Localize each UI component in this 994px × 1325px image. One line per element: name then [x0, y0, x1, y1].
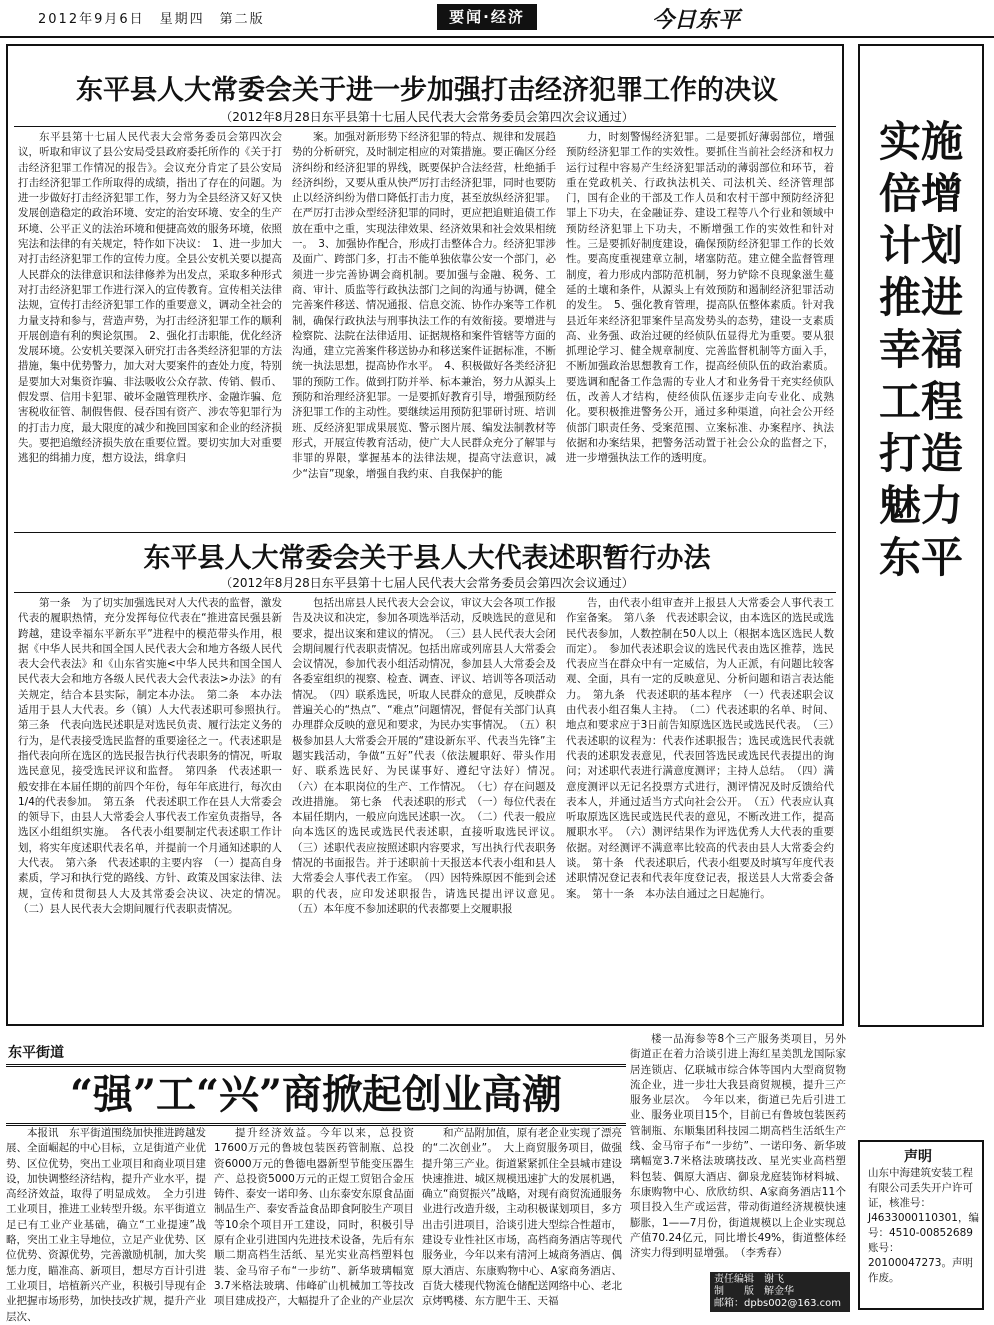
article2-text-3: 告，由代表小组审查并上报县人大常委会人事代表工作室备案。 第八条 代表述职会议，由本选区的选民或选民代表参加，人数控制在50人以上（根据本选区选民人数而定）。 参加代表述职会议的选民代表由选区推荐，选民代表应当在群众中有一定威信，为人正派，有问题比较客观、全面，具有一定的反映意见、分析问题和语言表达能力。 第九条 代表述职的基本程序 （一）代表述职会议由代表小组召集人主持。 （二）代表述职的名单、时间、地点和要求应于3日前告知原选区选民或选民代表。 （三）代表述职的议程为：代表作述职报告；选民或选民代表就代表的述职发表意见，代表回答选民或选民代表提出的询问；对述职代表进行满意度测评；主持人总结。 （四）满意度测评以无记名投票方式进行，测评情况及时反馈给代表本人，并通过适当方式向社会公开。 （五）代表应认真听取原选区选民或选民代表的意见，不断改进工作，提高履职水平。 （六）测评结果作为评选优秀人大代表的重要依据。对经测评不满意率比较高的代表由县人大常委会约谈。 第十条 代表述职后，代表小组要及时填写年度代表述职情况登记表和代表年度登记表，报送县人大常委会备案。 第十一条 本办法自通过之日起施行。 [566, 597, 834, 900]
article2-subtitle: （2012年8月28日东平县第十七届人民代表大会常务委员会第四次会议通过） [220, 576, 634, 590]
article3-block [0, 1032, 852, 1323]
main-frame [6, 44, 844, 1026]
article1-column-3 [566, 130, 834, 530]
slogan-vertical [860, 116, 982, 584]
article3-text-3: 和产品附加值，原有老企业实现了漂亮的“二次创业”。 大上商贸服务项目，做强提升第三产业。街道紧紧抓住全县城市建设快速推进、城区规模迅速扩大的发展机遇，确立“商贸振兴”战略，对现有商贸流通服务业进行改造升级，主动积极谋划项目，多方出击引进项目，洽谈引进大型综合性超市，建设专业性社区市场，高档商务酒店等现代服务业，今年以来有清河上城商务酒店、偶原大酒店、东康购物中心、A家商务酒店、百货大楼现代物流仓储配送网络中心、老北京烤鸭楼、东方肥牛王、天福 [422, 1127, 622, 1308]
notice-box [858, 1140, 984, 1310]
article3-column-2 [214, 1126, 414, 1312]
article3-title: “强”工“兴”商掀起创业高潮 [6, 1064, 626, 1126]
article3-text-4: 楼一品海参等8个三产服务类项目，另外街道正在着力洽谈引进上海红星美凯龙国际家居连锁店、亿联城市综合体等国内大型商贸物流企业，进一步壮大我县商贸规模，提升三产服务业层次。 今年以来，街道已先后引进工业、服务业项目15个，目前已有鲁坡包装医药管制瓶、东顺集团科技园二期高档生活纸生产线、金马帘子布“一步纺”、一诺印务、新华玻璃幅宽3.7米格法玻璃技改、星光实业高档塑料包装、偶原大酒店、御泉龙庭装饰材料城、东康购物中心、欣欣纺织、A家商务酒店11个项目投入生产或运营，带动街道经济规模快速膨胀，1——7月份，街道规模以上企业实现总产值70.24亿元，同比增长49%，街道整体经济实力得到明显增强。 （李秀春） [630, 1033, 846, 1260]
article1-column-1 [18, 130, 282, 530]
divider [14, 532, 836, 533]
issue-date: 2012年9月6日 星期四 第二版 [38, 12, 265, 27]
article2-column-2 [292, 596, 567, 1020]
article3-column-4 [630, 1032, 846, 1268]
article3-text-2: 提升经济效益。今年以来，总投资17600万元的鲁坡包装医药管制瓶、总投资6000万元的鲁德电器新型节能变压器生产、总投资5000万元的正煜工贸铝合金压铸件、泰安一诺印务、山东泰安东原食品面制品生产、泰安香益食品即食阿胶生产项目等10余个项目开工建设，同时，积极引导原有企业引进国内先进技术设备，先后有东顺二期高档生活纸、星光实业高档塑料包装、金马帘子布“一步纺”、新华玻璃幅宽3.7米格法玻璃、伟峰矿山机械加工等技改项目建成投产，大幅提升了企业的产业层次 [214, 1127, 414, 1308]
slogan-text: 实施倍增计划 推进幸福工程 打造魅力东平 [878, 117, 963, 582]
article2-text-2: 包括出席县人民代表大会会议，审议大会各项工作报告及决议和决定，参加各项选举活动，反映选民的意见和要求，提出议案和建议的情况。 （三）县人民代表大会闭会期间履行代表职责情况。包括出席或列席县人大常委会会议情况，参加代表小组活动情况，参加县人大常委会及各委室组织的视察、检查、调查、评议、培训等各项活动情况。 （四）联系选民，听取人民群众的意见，反映群众普遍关心的“热点”、“难点”问题情况，督促有关部门认真办理群众反映的意见和要求，为民办实事情况。 （五）积极参加县人大常委会开展的“建设新东平、代表当先锋”主题实践活动，争做“五好”代表（依法履职好、带头作用好、联系选民好、为民谋事好、遵纪守法好）情况。 （六）在本职岗位的生产、工作情况。 （七）存在问题及改进措施。 第七条 代表述职的形式 （一）每位代表在本届任期内，一般应向选民述职一次。 （二）代表一般应向本选区的选民或选民代表述职，直接听取选民评议。 （三）述职代表应按照述职内容要求，写出执行代表职务情况的书面报告。并于述职前十天报送本代表小组和县人大常委会人事代表工作室。 （四）因特殊原因不能到会述职的代表，应印发述职报告，请选民提出评议意见。 （五）本年度不参加述职的代表都要上交履职报 [292, 597, 567, 915]
article3-text-1: 本报讯 东平街道围绕加快推进跨越发展、全面崛起的中心目标，立足街道产业优势、区位优势，突出工业项目和商业项目建设，加快调整经济结构，提升产业水平，提高经济效益，取得了明显成效。 全力引进工业项目，推进工业转型升级。东平街道立足已有工业产业基础，确立“工业提速”战略，突出工业主导地位，立足产业优势、区位优势、资源优势，完善激励机制，加大奖惩力度，瞄准高、新项目，想尽方百计引进工业项目，培植新兴产业，积极引导现有企业把握市场形势，加快技改扩规，提升产业层次、 [6, 1127, 206, 1323]
article1-text-2: 案。加强对新形势下经济犯罪的特点、规律和发展趋势的分析研究，及时制定相应的对策措施。要正确区分经济纠纷和经济犯罪的界线，既要保护合法经营，杜绝插手经济纠纷，又要从重从快严厉打击经济犯罪，同时也要防止以经济纠纷为借口降低打击力度，甚至放纵经济犯罪。在严厉打击涉众型经济犯罪的同时，更应把追赃追债工作放在重中之重，实现法律效果、经济效果和社会效果相统一。 3、加强协作配合，形成打击整体合力。经济犯罪涉及面广、跨部门多，打击不能单独依靠公安一个部门，必须进一步完善协调会商机制。要加强与金融、税务、工商、审计、质监等行政执法部门之间的沟通与协调，健全完善案件移送、情况通报、信息交流、协作办案等工作机制，确保行政执法与刑事执法工作的有效衔接。要增进与检察院、法院在法律适用、证据规格和案件管辖等方面的沟通，建立完善案件移送协办和移送案件证据标准，不断统一执法思想，提高协作水平。 4、积极做好各类经济犯罪的预防工作。做到打防并举、标本兼治，努力从源头上预防和治理经济犯罪。一是要抓好教育引导，增强预防经济犯罪工作的主动性。要继续运用预防犯罪研讨班、培训班、反经济犯罪成果展览、警示图片展、编发法制教材等形式，开展宣传教育活动，使广大人民群众充分了解罪与非罪的界限，掌握基本的法律法规，提高守法意识，减少“法盲”现象，增强自我约束、自我保护的能 [292, 131, 556, 480]
article1-text-1: 东平县第十七届人民代表大会常务委员会第四次会议，听取和审议了县公安局受县政府委托所作的《关于打击经济犯罪工作情况的报告》。会议充分肯定了县公安局打击经济犯罪工作所取得的成绩，指出了存在的问题。为进一步做好打击经济犯罪工作，努力为全县经济又好又快发展创造稳定的政治环境、安定的治安环境、安全的生产环境、公平正义的法治环境和便捷高效的服务环境，依照宪法和法律的有关规定，特作如下决议： 1、进一步加大对打击经济犯罪工作的宣传力度。全县公安机关要以提高人民群众的法律意识和法律修养为出发点，采取多种形式对打击经济犯罪工作进行深入的宣传教育。宣传相关法律法规，宣传打击经济犯罪工作的重要意义，调动全社会的力量支持和参与，营造声势，为打击经济犯罪工作的顺利开展创造有利的舆论氛围。 2、强化打击职能，优化经济发展环境。公安机关要深入研究打击各类经济犯罪的方法措施，集中优势警力，加大对大要案件的查处力度，特别是要加大对集资诈骗、非法吸收公众存款、传销、假币、假发票、信用卡犯罪、破坏金融管理秩序、金融诈骗、危害税收征管、制假售假、侵吞国有资产、涉农等犯罪行为的打击力度，最大限度的减少和挽回国家和企业的经济损失。要把追缴经济损失放在重要位置。要切实加大对重要逃犯的缉捕力度，想方设法，缉拿归 [18, 131, 282, 465]
slogan-box [858, 44, 984, 1027]
article3-kicker: 东平街道 [8, 1045, 64, 1061]
article2-title: 东平县人大常委会关于县人大代表述职暂行办法 [143, 543, 711, 574]
article2-column-1 [18, 596, 293, 1020]
section-badge: 要闻·经济 [437, 4, 537, 30]
layout-name: 制 版 解金华 [714, 1286, 794, 1297]
notice-title: 声明 [904, 1149, 932, 1165]
article2-text-1: 第一条 为了切实加强选民对人大代表的监督，激发代表的履职热情，充分发挥每位代表在“推进富民强县新跨越，建设幸福东平新东平”进程中的模范带头作用，根据《中华人民共和国全国人民代表大会和地方各级人民代表大会代表法》和《山东省实施<中华人民共和国全国人民代表大会和地方各级人民代表大会代表法>办法》的有关规定，结合本县实际，制定本办法。 第二条 本办法适用于县人大代表。乡（镇）人大代表述职可参照执行。 第三条 代表向选民述职是对选民负责、履行法定义务的行为，是代表接受选民监督的重要途径之一。代表述职是指代表向所在选区的选民报告执行代表职务的情况，听取选民意见，接受选民评议和监督。 第四条 代表述职一般安排在本届任期的前四个年份，每年年底进行，每次由1/4的代表参加。 第五条 代表述职工作在县人大常委会的领导下，由县人大常委会人事代表工作室负责指导，各选区小组组织实施。 各代表小组要制定代表述职工作计划，将实年度述职代表名单，并提前一个月通知述职的人大代表。 第六条 代表述职的主要内容 （一）提高自身素质，学习和执行党的路线、方针、政策及国家法律、法规，宣传和贯彻县人大及其常委会决议、决定的情况。 （二）县人民代表大会期间履行代表职责情况。 [18, 597, 293, 915]
article1-subtitle: （2012年8月28日东平县第十七届人民代表大会常务委员会第四次会议通过） [220, 110, 634, 124]
divider [14, 592, 836, 593]
editor-credit [710, 1272, 850, 1312]
article2-column-3 [566, 596, 834, 1020]
article3-column-3 [422, 1126, 622, 1312]
page-header [0, 0, 994, 38]
article1-title: 东平县人大常委会关于进一步加强打击经济犯罪工作的决议 [76, 75, 778, 106]
article3-column-1 [6, 1126, 206, 1323]
newspaper-logo: 今日东平 [652, 7, 741, 33]
editor-name: 责任编辑 谢飞 [714, 1274, 784, 1285]
divider [14, 126, 836, 127]
editor-email: 邮箱：dpbs002@163.com [714, 1298, 841, 1309]
article1-text-3: 力，时刻警惕经济犯罪。二是要抓好薄弱部位，增强预防经济犯罪工作的实效性。要抓住当前社会经济和权力运行过程中容易产生经济犯罪活动的薄弱部位和环节，着重在党政机关、行政执法机关、司法机关、经济管理部门，国有企业的干部及工作人员和农村干部中预防经济犯罪上下功夫，在金融证券、建设工程等八个行业和领域中预防经济犯罪上下功夫，不断增强工作的实效性和针对性。三是要抓好制度建设，确保预防经济犯罪工作的长效性。要高度重视建章立制，堵塞防范。建立健全监督管理制度，着力形成内部防范机制，努力铲除不良现象滋生蔓延的土壤和条件，从源头上有效预防和遏制经济犯罪活动的发生。 5、强化教育管理，提高队伍整体素质。针对我县近年来经济犯罪案件呈高发势头的态势，建设一支素质高、业务强、政治过硬的经侦队伍显得尤为重要。要从狠抓理论学习、健全规章制度、完善监督机制等方面入手，不断加强政治思想教育工作，提高经侦队伍的政治素质。要选调和配备工作急需的专业人才和业务骨干充实经侦队伍，改善人才结构，使经侦队伍逐步走向专业化、成熟化。要积极推进警务公开，通过多种渠道，向社会公开经侦部门职责任务、受案范围、立案标准、办案程序、执法依据和办案结果，把警务活动置于社会公众的监督之下，进一步增强执法工作的透明度。 [566, 131, 834, 465]
notice-body: 山东中海建筑安装工程有限公司丢失开户许可证，核准号：J4633000110301，编号：4510-00852689账号：20100047273。声明作废。 [868, 1167, 979, 1284]
article1-column-2 [292, 130, 556, 530]
